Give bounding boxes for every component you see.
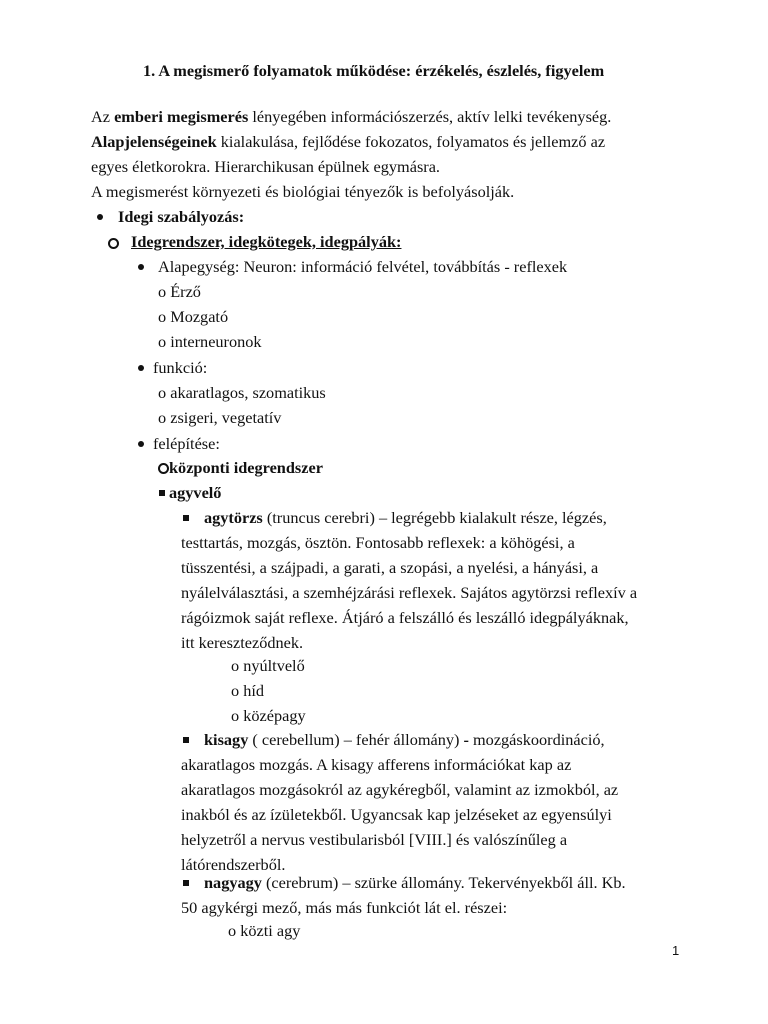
agytorzs-line-4: nyálelválasztási, a szemhéjzárási reflexek. Sajátos agytörzsi reflexív a	[181, 583, 638, 602]
agytorzs-line-2: testtartás, mozgás, ösztön. Fontosabb reflexek: a köhögési, a	[181, 533, 575, 552]
intro-line-3: egyes életkorokra. Hierarchikusan épülnek egymásra.	[91, 157, 440, 176]
bullet-dot	[97, 214, 103, 220]
kisagy-line-2: akaratlagos mozgás. A kisagy afferens információkat kap az	[181, 755, 572, 774]
list-item-kozepagy: o középagy	[231, 706, 306, 725]
list-item-interneuronok: o interneuronok	[158, 332, 262, 351]
item-alapegyseg: Alapegység: Neuron: információ felvétel, továbbítás - reflexek	[158, 257, 568, 276]
item-felepitese: felépítése:	[153, 434, 220, 453]
bullet-square	[159, 490, 165, 496]
agytorzs-line-3: tüsszentési, a szájpadi, a garati, a szopási, a nyelési, a hányási, a	[181, 558, 599, 577]
kisagy-line-1: kisagy ( cerebellum) – fehér állomány) - mozgáskoordináció,	[204, 730, 605, 749]
kisagy-line-3: akaratlagos mozgásokról az agykéregből, valamint az izmokból, az	[181, 780, 619, 799]
bullet-circle	[158, 463, 169, 474]
heading-kozponti-idegrendszer: központi idegrendszer	[169, 458, 323, 477]
list-item-hid: o híd	[231, 681, 265, 700]
list-item-akaratlagos: o akaratlagos, szomatikus	[158, 383, 326, 402]
bullet-square	[183, 515, 189, 521]
heading-idegi-szabalyozas: Idegi szabályozás:	[118, 207, 245, 226]
list-item-mozgato: o Mozgató	[158, 307, 229, 326]
intro-line-4: A megismerést környezeti és biológiai tényezők is befolyásolják.	[91, 182, 515, 201]
nagyagy-line-1: nagyagy (cerebrum) – szürke állomány. Tekervényekből áll. Kb.	[204, 873, 626, 892]
page-number: 1	[672, 943, 680, 958]
kisagy-line-5: helyzetről a nervus vestibularisból [VIII.] és valószínűleg a	[181, 830, 568, 849]
bullet-dot	[138, 441, 144, 447]
kisagy-line-6: látórendszerből.	[181, 855, 286, 874]
list-item-zsigeri: o zsigeri, vegetatív	[158, 408, 282, 427]
bullet-square	[183, 737, 189, 743]
agytorzs-line-1: agytörzs (truncus cerebri) – legrégebb kialakult része, légzés,	[204, 508, 607, 527]
kisagy-line-4: inakból és az ízületekből. Ugyancsak kap jelzéseket az egyensúlyi	[181, 805, 612, 824]
nagyagy-line-2: 50 agykérgi mező, más más funkciót lát el. részei:	[181, 898, 508, 917]
agytorzs-line-6: itt kereszteződnek.	[181, 633, 304, 652]
intro-line-1: Az emberi megismerés lényegében információszerzés, aktív lelki tevékenység.	[91, 107, 612, 126]
list-item-erzo: o Érző	[158, 282, 201, 301]
bullet-square	[183, 880, 189, 886]
list-item-kozti-agy: o közti agy	[228, 921, 301, 940]
list-item-nyultvelo: o nyúltvelő	[231, 656, 305, 675]
page-title: 1. A megismerő folyamatok működése: érzékelés, észlelés, figyelem	[143, 61, 605, 80]
bullet-dot	[138, 365, 144, 371]
bullet-dot	[138, 264, 144, 270]
heading-agyvelo: agyvelő	[169, 483, 222, 502]
intro-line-2: Alapjelenségeinek kialakulása, fejlődése fokozatos, folyamatos és jellemző az	[91, 132, 606, 151]
agytorzs-line-5: rágóizmok saját reflexe. Átjáró a felszálló és leszálló idegpályáknak,	[181, 608, 629, 627]
bullet-circle	[108, 238, 119, 249]
item-funkcio: funkció:	[153, 358, 208, 377]
heading-idegrendszer: Idegrendszer, idegkötegek, idegpályák:	[131, 232, 402, 251]
